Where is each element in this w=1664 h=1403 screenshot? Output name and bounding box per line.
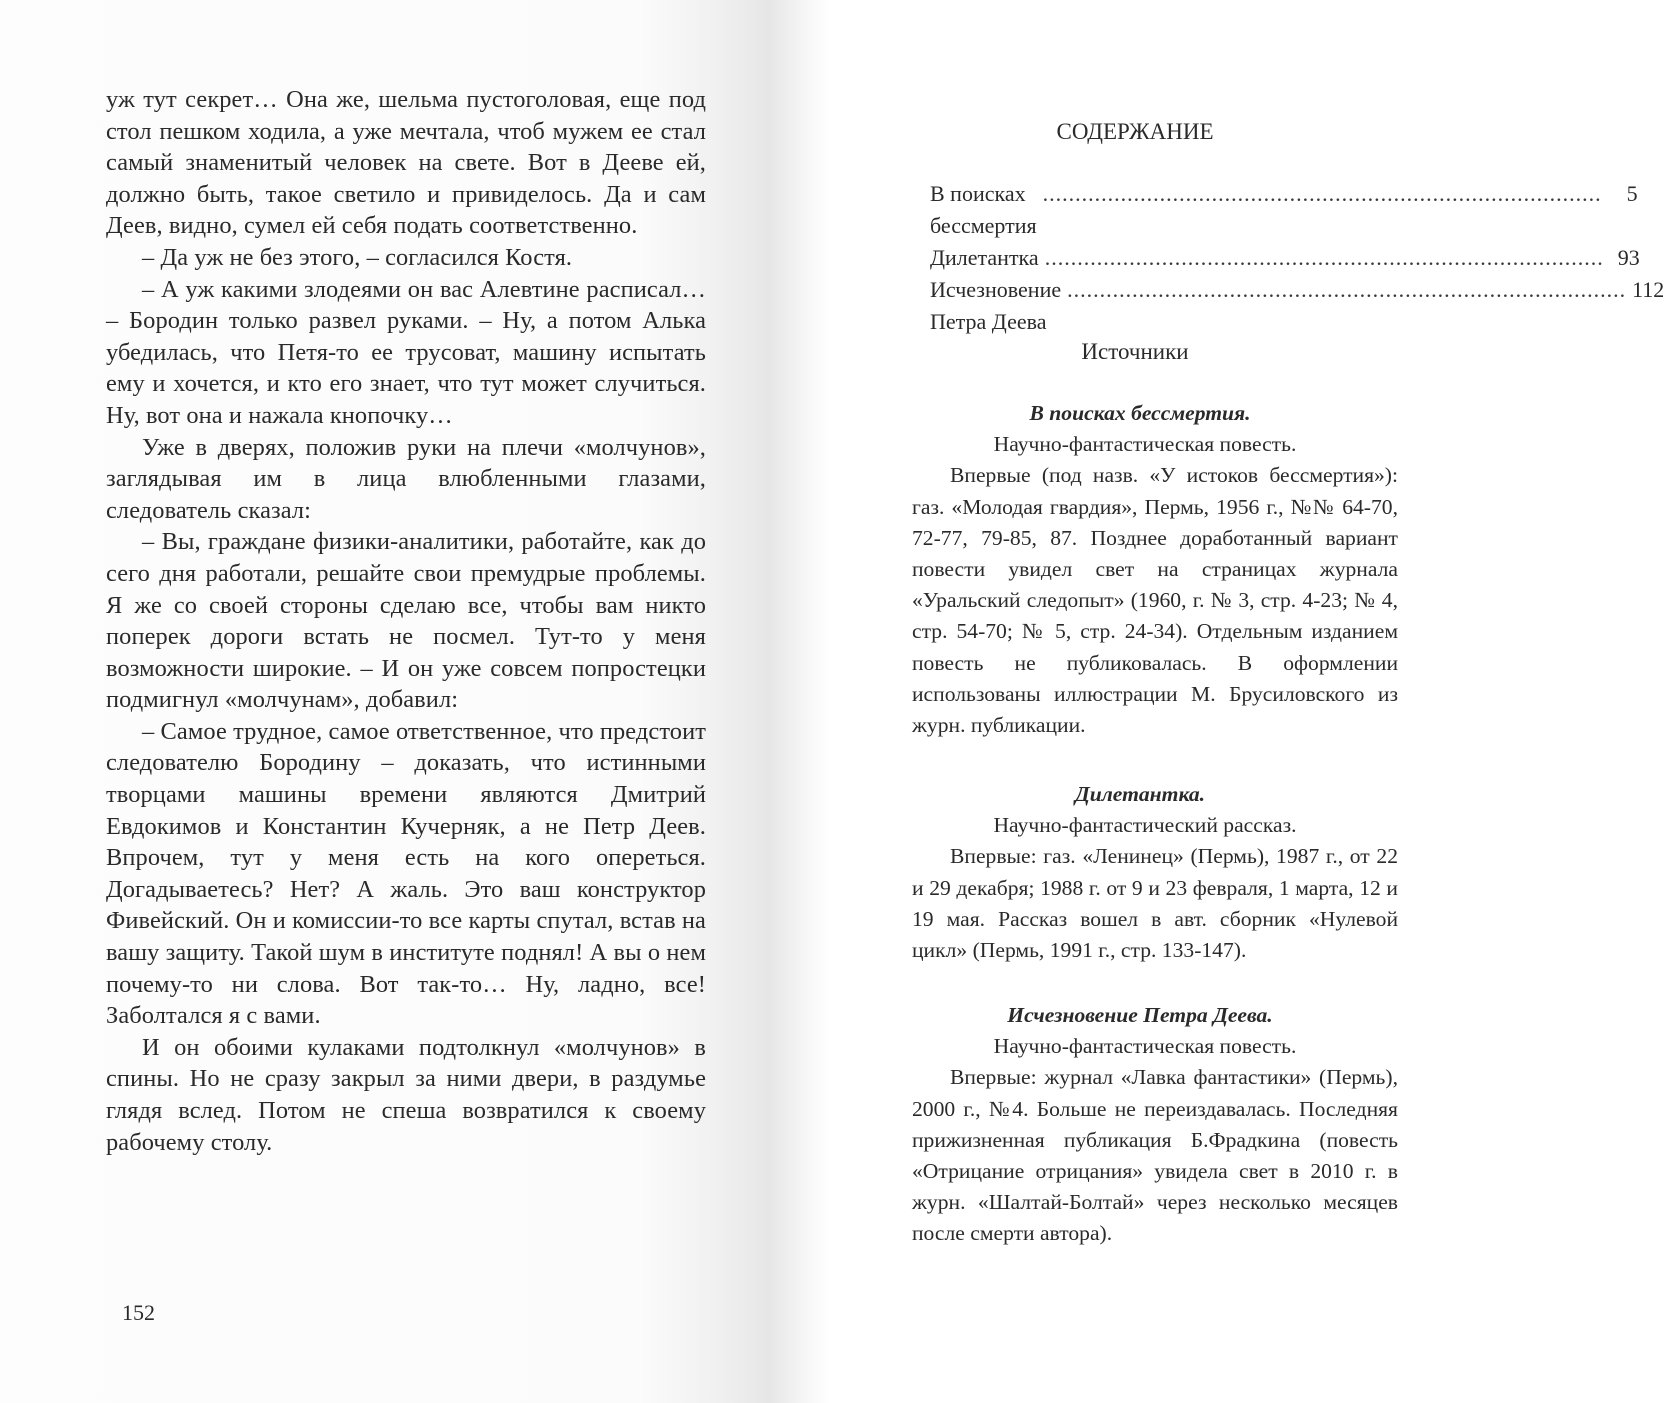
page-number: 152 (122, 1300, 155, 1325)
source-text: Впервые: журнал «Лавка фантастики» (Пермь), 2000 г., №4. Больше не переиздавалась. Последняя прижизненная публикация Б.Фрадкина (повесть «Отрицание отрицания» увидела свет в 2010 г. в журн. «Шалтай-Болтай» через несколько месяцев после смерти автора). (912, 1065, 1398, 1246)
source-heading: Исчезновение Петра Деева. (1007, 1003, 1273, 1027)
source-text: Впервые (под назв. «У истоков бессмертия»): газ. «Молодая гвардия», Пермь, 1956 г., №№ 64-70, 72-77, 79-85, 87. Позднее доработанный вариант повести увидел свет на страницах журнала «Уральский следопыт» (1960, г. № 3, стр. 4-23; № 4, стр. 54-70; № 5, стр. 24-34). Отдельным изданием повесть не публиковалась. В оформлении использованы иллюстрации М. Брусиловского из журн. публикации. (912, 463, 1398, 738)
source-entry (912, 779, 1398, 966)
paragraph: Уже в дверях, положив руки на плечи «молчунов», заглядывая им в лица влюбленными глазами, следователь сказал: (106, 433, 706, 524)
paragraph: – Вы, граждане физики-аналитики, работайте, как до сего дня работали, решайте свои премудрые проблемы. Я же со своей стороны сделаю все, чтобы вам никто поперек дороги встать не посмел. Тут-то у меня возможности широкие. – И он уже совсем попростецки подмигнул «молчунам», добавил: (106, 528, 706, 714)
body-text (106, 84, 706, 1158)
paragraph: уж тут секрет… Она же, шельма пустоголовая, еще под стол пешком ходила, а уже мечтала, чтоб мужем ее стал самый знаменитый человек на свете. Вот в Дееве ей, должно быть, такое светило и привиделось. Да и сам Деев, видно, сумел ей себя подать соответственно. (106, 86, 706, 240)
sources-heading-wrap (912, 336, 1398, 367)
right-page (800, 0, 1664, 1403)
toc-entry[interactable] (930, 274, 1664, 338)
toc-entry[interactable] (930, 242, 1640, 274)
left-page (0, 0, 800, 1403)
toc-entry-title: В поисках бессмертия (930, 181, 1037, 238)
toc-leader-dots: ...................................................................................... (1067, 277, 1627, 302)
toc-heading-wrap (912, 116, 1398, 147)
toc-entry-title: Дилетантка (930, 245, 1039, 270)
toc-leader-dots: ...................................................................................... (1042, 181, 1602, 206)
toc-entry-page: 93 (1617, 245, 1640, 270)
source-entry (912, 398, 1398, 741)
toc-leader-dots: ...................................................................................... (1044, 245, 1604, 270)
toc-entry-title: Исчезновение Петра Деева (930, 277, 1062, 334)
source-genre: Научно-фантастическая повесть. (993, 1034, 1297, 1059)
paragraph: – Самое трудное, самое ответственное, что предстоит следователю Бородину – доказать, что истинными творцами машины времени являются Дмитрий Евдокимов и Константин Кучерняк, а не Петр Деев. Впрочем, тут у меня есть на кого опереться. Догадываетесь? Нет? А жаль. Это ваш конструктор Фивейский. Он и комиссии-то все карты спутал, встав на вашу защиту. Такой шум в институте поднял! А вы о нем почему-то ни слова. Вот так-то… Ну, ладно, все! Заболтался я с вами. (106, 717, 706, 1030)
toc-entry-page: 5 (1626, 181, 1638, 206)
toc-entry[interactable] (930, 178, 1638, 242)
source-heading: Дилетантка. (1074, 782, 1206, 806)
paragraph: – Да уж не без этого, – согласился Костя. (142, 243, 573, 271)
sources-title: Источники (1081, 339, 1189, 364)
table-of-contents (930, 178, 1664, 338)
source-text: Впервые: газ. «Ленинец» (Пермь), 1987 г., от 22 и 29 декабря; 1988 г. от 9 и 23 февраля, 1 марта, 12 и 19 мая. Рассказ вошел в авт. сборник «Нулевой цикл» (Пермь, 1991 г., стр. 133-147). (912, 844, 1398, 963)
toc-entry-page: 112 (1632, 277, 1664, 302)
source-genre: Научно-фантастическая повесть. (993, 432, 1297, 457)
source-genre: Научно-фантастический рассказ. (993, 813, 1297, 838)
source-heading: В поисках бессмертия. (1029, 401, 1251, 425)
source-entry (912, 1000, 1398, 1250)
paragraph: И он обоими кулаками подтолкнул «молчунов» в спины. Но не сразу закрыл за ними двери, в раздумье глядя вслед. Потом не спеша возвратился к своему рабочему столу. (106, 1033, 706, 1156)
toc-title: СОДЕРЖАНИЕ (1056, 119, 1214, 144)
paragraph: – А уж какими злодеями он вас Алевтине расписал… – Бородин только развел руками. – Ну, а потом Алька убедилась, что Петя-то ее трусоват, машину испытать ему и хочется, и кто его знает, что тут может случиться. Ну, вот она и нажала кнопочку… (106, 275, 706, 429)
